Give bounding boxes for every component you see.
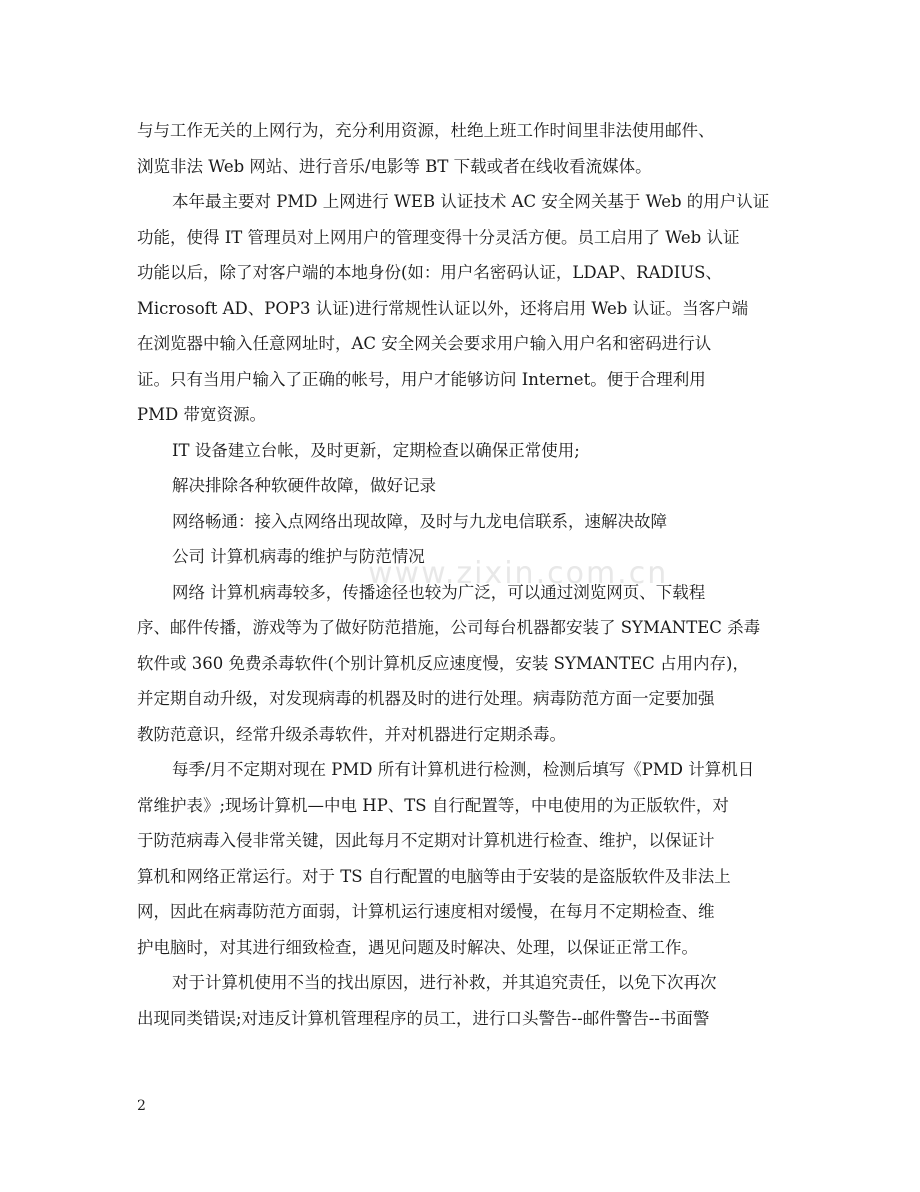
- text-line: 本年最主要对 PMD 上网进行 WEB 认证技术 AC 安全网关基于 Web 的用户认证: [172, 192, 770, 211]
- text-line: 功能，使得 IT 管理员对上网用户的管理变得十分灵活方便。员工启用了 Web 认证: [137, 227, 740, 247]
- text-line: 解决排除各种软硬件故障，做好记录: [172, 476, 436, 495]
- text-line: 于防范病毒入侵非常关键，因此每月不定期对计算机进行检查、维护，以保证计: [137, 831, 715, 850]
- text-line: 每季/月不定期对现在 PMD 所有计算机进行检测，检测后填写《PMD 计算机日: [172, 760, 755, 779]
- paragraph: [137, 504, 785, 540]
- text-line: 功能以后，除了对客户端的本地身份(如：用户名密码认证，LDAP、RADIUS、: [137, 263, 722, 282]
- text-line: 在浏览器中输入任意网址时，AC 安全网关会要求用户输入用户名和密码进行认: [137, 334, 712, 353]
- text-line: 并定期自动升级，对发现病毒的机器及时的进行处理。病毒防范方面一定要加强: [137, 689, 715, 708]
- paragraph: [137, 113, 785, 184]
- paragraph: [137, 539, 785, 575]
- text-line: 对于计算机使用不当的找出原因，进行补救，并其追究责任，以免下次再次: [172, 973, 717, 992]
- text-line: Microsoft AD、POP3 认证)进行常规性认证以外，还将启用 Web 认证。当客户端: [137, 298, 749, 318]
- text-line: 常维护表》;现场计算机—中电 HP、TS 自行配置等，中电使用的为正版软件，对: [137, 795, 729, 815]
- paragraph: [137, 433, 785, 469]
- text-line: 网，因此在病毒防范方面弱，计算机运行速度相对缓慢，在每月不定期检查、维: [137, 902, 715, 921]
- text-line: 网络 计算机病毒较多，传播途径也较为广泛，可以通过浏览网页、下载程: [172, 582, 706, 602]
- text-line: 序、邮件传播，游戏等为了做好防范措施，公司每台机器都安装了 SYMANTEC 杀毒: [137, 618, 761, 637]
- watermark: www.zixin.com.cn: [368, 556, 669, 591]
- paragraph: [137, 965, 785, 1036]
- text-line: 护电脑时，对其进行细致检查，遇见问题及时解决、处理，以保证正常工作。: [137, 937, 698, 957]
- page-number: 2: [137, 1098, 146, 1114]
- text-line: 公司 计算机病毒的维护与防范情况: [172, 547, 425, 566]
- paragraph: [137, 184, 785, 433]
- paragraph: [137, 575, 785, 753]
- text-line: 软件或 360 免费杀毒软件(个别计算机反应速度慢，安装 SYMANTEC 占用内存)，: [137, 653, 749, 673]
- document-body: [137, 113, 785, 1036]
- text-line: 浏览非法 Web 网站、进行音乐/电影等 BT 下载或者在线收看流媒体。: [137, 156, 652, 176]
- text-line: IT 设备建立台帐，及时更新，定期检查以确保正常使用;: [172, 440, 580, 460]
- text-line: 网络畅通：接入点网络出现故障，及时与九龙电信联系，速解决故障: [172, 511, 667, 531]
- text-line: 算机和网络正常运行。对于 TS 自行配置的电脑等由于安装的是盗版软件及非法上: [137, 866, 731, 886]
- text-line: PMD 带宽资源。: [137, 405, 266, 424]
- paragraph: [137, 468, 785, 504]
- text-line: 证。只有当用户输入了正确的帐号，用户才能够访问 Internet。便于合理利用: [137, 369, 706, 389]
- text-line: 教防范意识，经常升级杀毒软件，并对机器进行定期杀毒。: [137, 724, 566, 744]
- paragraph: [137, 752, 785, 965]
- text-line: 与与工作无关的上网行为，充分利用资源，杜绝上班工作时间里非法使用邮件、: [137, 121, 715, 140]
- text-line: 出现同类错误;对违反计算机管理程序的员工，进行口头警告--邮件警告--书面警: [137, 1008, 710, 1028]
